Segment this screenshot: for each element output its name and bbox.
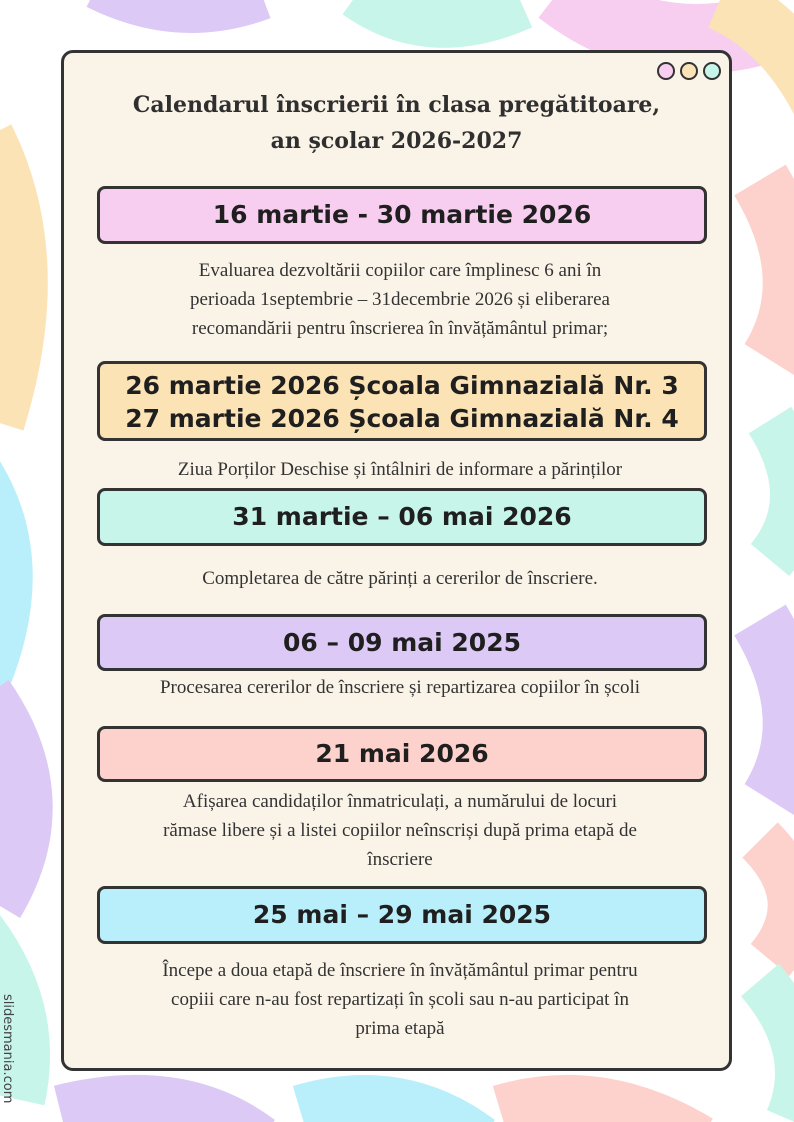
description-line: Completarea de către părinți a cererilor de înscriere. — [202, 568, 598, 589]
title-line-2: an școlar 2026-2027 — [270, 128, 523, 154]
window-dot-yellow — [680, 62, 698, 80]
step-description-1 — [94, 256, 706, 343]
step-description-4 — [94, 673, 706, 702]
date-band-6 — [97, 886, 707, 944]
window-dot-pink — [657, 62, 675, 80]
description-line: înscriere — [367, 849, 433, 870]
window-dot-mint — [703, 62, 721, 80]
brand-watermark — [0, 994, 15, 1104]
description-line: recomandării pentru înscrierea în învățământul primar; — [191, 318, 609, 339]
description-line: rămase libere și a listei copiilor neînscriși după prima etapă de — [163, 820, 637, 841]
date-label: 06 – 09 mai 2025 — [283, 628, 521, 657]
description-line: Ziua Porților Deschise și întâlniri de informare a părinților — [177, 459, 623, 480]
page-title — [64, 87, 729, 159]
description-line: Evaluarea dezvoltării copiilor care împlinesc 6 ani în — [198, 260, 602, 281]
title-line-1: Calendarul înscrierii în clasa pregătitoare, — [132, 92, 661, 118]
step-description-6 — [94, 956, 706, 1043]
date-band-2 — [97, 361, 707, 441]
description-line: Procesarea cererilor de înscriere și repartizarea copiilor în școli — [159, 677, 641, 698]
step-description-5 — [94, 787, 706, 874]
window-dots — [657, 62, 721, 80]
date-band-3 — [97, 488, 707, 546]
date-label: 27 martie 2026 Școala Gimnazială Nr. 4 — [125, 404, 679, 433]
date-label: 25 mai – 29 mai 2025 — [252, 900, 552, 929]
date-label: 21 mai 2026 — [315, 739, 489, 768]
calendar-card — [61, 50, 732, 1071]
date-label: 31 martie – 06 mai 2026 — [232, 502, 572, 531]
brand-text: slidesmania.com — [0, 994, 15, 1104]
description-line: prima etapă — [355, 1018, 445, 1039]
date-band-5 — [97, 726, 707, 782]
description-line: Afișarea candidaților înmatriculați, a numărului de locuri — [182, 791, 618, 812]
step-description-2 — [94, 455, 706, 484]
date-band-4 — [97, 614, 707, 671]
date-band-1 — [97, 186, 707, 244]
description-line: Începe a doua etapă de înscriere în învățământul primar pentru — [162, 960, 638, 981]
description-line: copiii care n-au fost repartizați în școli sau n-au participat în — [171, 989, 629, 1010]
description-line: perioada 1septembrie – 31decembrie 2026 și eliberarea — [190, 289, 610, 310]
date-label: 16 martie - 30 martie 2026 — [212, 200, 592, 229]
date-label: 26 martie 2026 Școala Gimnazială Nr. 3 — [125, 371, 679, 400]
step-description-3 — [94, 564, 706, 593]
